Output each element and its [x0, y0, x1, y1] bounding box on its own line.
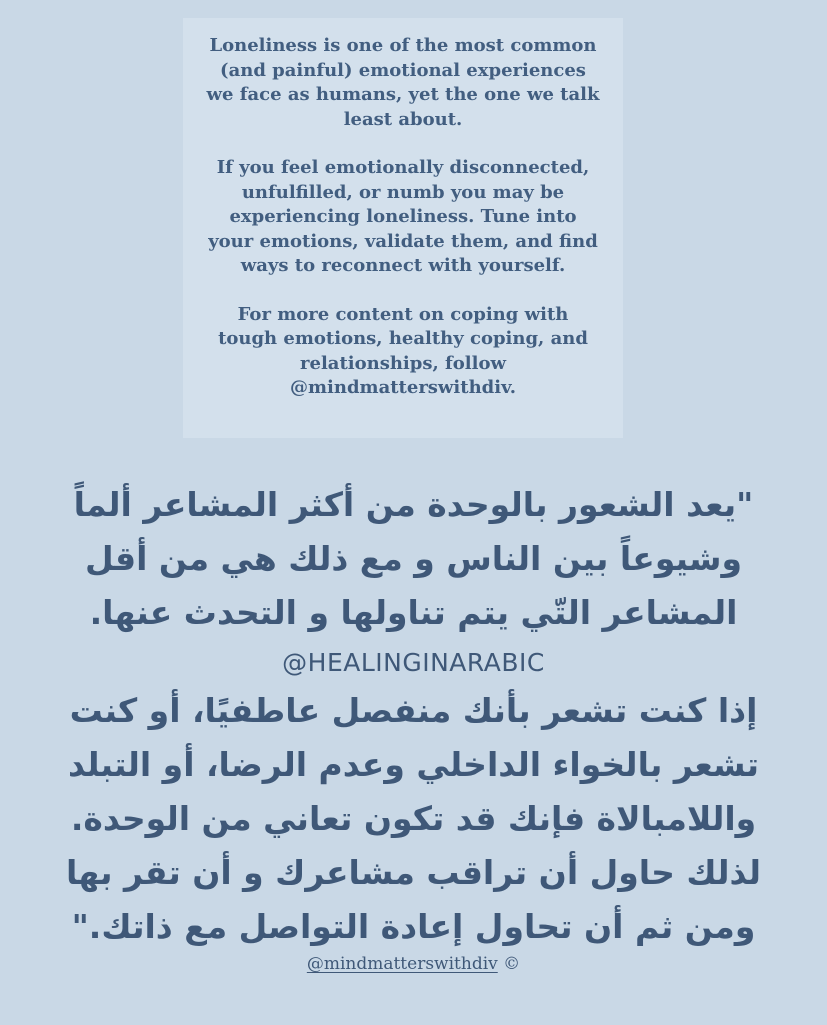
healinginarabic-handle: @HEALINGINARABIC — [282, 648, 545, 677]
english-paragraph: If you feel emotionally disconnected, unfulfilled, or numb you may be experiencing loneliness. Tune into your emotions, validate them, and find ways to reconnect with yourself. — [208, 157, 598, 276]
copyright-icon: © — [503, 954, 521, 974]
english-paragraph: For more content on coping with tough emotions, healthy coping, and relationships, follow @mindmatterswithdiv. — [218, 303, 588, 398]
credit-line — [0, 952, 827, 976]
arabic-quote-second: إذا كنت تشعر بأنك منفصل عاطفيًا، أو كنت تشعر بالخواء الداخلي وعدم الرضا، أو التبلد واللامبالاة فإنك قد تكون تعاني من الوحدة. لذلك حاول أن تراقب مشاعرك و أن تقر بها ومن ثم أن تحاول إعادة التواصل مع ذاتك." — [66, 691, 761, 946]
english-text-card — [183, 18, 623, 438]
english-paragraph: Loneliness is one of the most common (and painful) emotional experiences we face as humans, yet the one we talk least about. — [206, 35, 600, 130]
credit-handle: @mindmatterswithdiv — [306, 954, 498, 974]
arabic-quote-first: "يعد الشعور بالوحدة من أكثر المشاعر ألماً وشيوعاً بين الناس و مع ذلك هي من أقل المشاعر التّي يتم تناولها و التحدث عنها. — [73, 485, 754, 632]
